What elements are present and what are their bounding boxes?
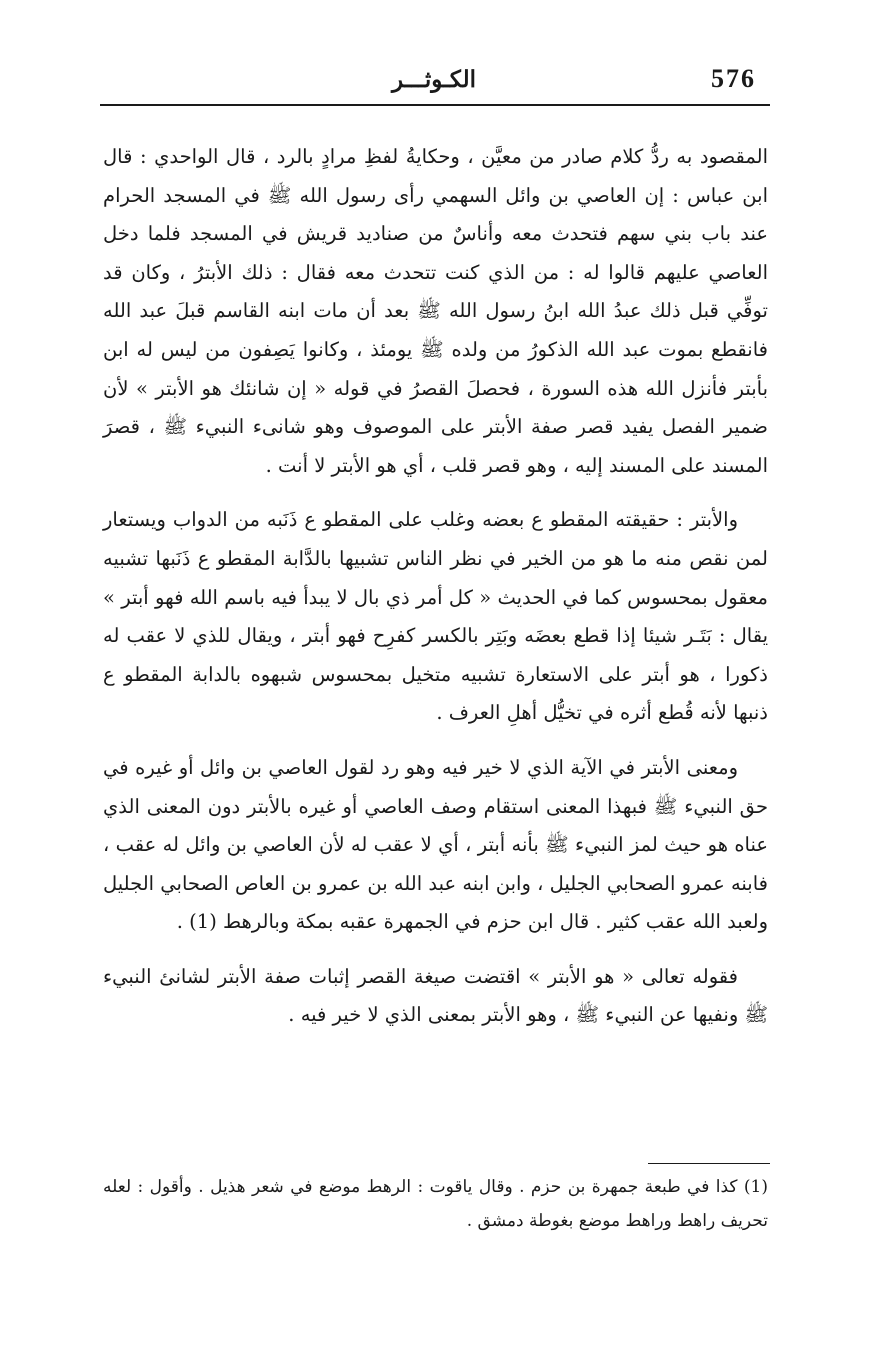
paragraph-2: والأبتر : حقيقته المقطو ع بعضه وغلب على المقطو ع ذَنَبه من الدواب ويستعار لمن نقص منه ما هو من الخير في نظر الناس تشبيها بالدَّابة المقطو ع ذَنَبها تشبيه معقول بمحسوس كما في الحديث « كل أمر ذي بال لا يبدأ فيه باسم الله فهو أبتر » يقال : بَتَـر شيئا إذا قطع بعضَه وبَتِر بالكسر كفرِح فهو أبتر ، ويقال للذي لا عقب له ذكورا ، هو أبتر على الاستعارة تشبيه متخيل بمحسوس شبهوه بالدابة المقطو ع ذنبها لأنه قُطع أثره في تخيُّل أهلِ العرف .: [103, 508, 768, 725]
running-title: الكـوثـــر: [391, 66, 477, 93]
footnote-text: (1) كذا في طبعة جمهرة بن حزم . وقال ياقوت : الرهط موضع في شعر هذيل . وأقول : لعله تحريف راهط وراهط موضع بغوطة دمشق .: [103, 1177, 768, 1231]
page-header: [100, 60, 768, 104]
main-text: [103, 138, 768, 1035]
paragraph-3: ومعنى الأبتر في الآية الذي لا خير فيه وهو رد لقول العاصي بن وائل أو غيره في حق النبيء ﷺ فبهذا المعنى استقام وصف العاصي أو غيره بالأبتر دون المعنى الذي عناه هو حيث لمز النبيء ﷺ بأنه أبتر ، أي لا عقب له لأن العاصي بن وائل له عقب ، فابنه عمرو الصحابي الجليل ، وابن ابنه عبد الله بن عمرو بن العاص الصحابي الجليل ولعبد الله عقب كثير . قال ابن حزم في الجمهرة عقبه بمكة وبالرهط (1) .: [103, 755, 768, 934]
paragraph-1: المقصود به ردُّ كلام صادر من معيَّن ، وحكايةُ لفظِ مرادٍ بالرد ، قال الواحدي : قال ابن عباس : إن العاصي بن وائل السهمي رأى رسول الله ﷺ في المسجد الحرام عند باب بني سهم فتحدث معه وأناسٌ من صناديد قريش في المسجد فلما دخل العاصي عليهم قالوا له : من الذي كنت تتحدث معه فقال : ذلك الأبترُ ، وكان قد توفِّي قبل ذلك عبدُ الله ابنُ رسول الله ﷺ بعد أن مات ابنه القاسم قبلَ عبد الله فانقطع بموت عبد الله الذكورُ من ولده ﷺ يومئذ ، وكانوا يَصِفون من ليس له ابن بأبتر فأنزل الله هذه السورة ، فحصلَ القصرُ في قوله « إن شانئك هو الأبتر » لأن ضمير الفصل يفيد قصر صفة الأبتر على الموصوف وهو شانىء النبيء ﷺ ، قصرَ المسند على المسند إليه ، وهو قصر قلب ، أي هو الأبتر لا أنت .: [103, 145, 768, 477]
page-number: 576: [711, 64, 756, 93]
footnote: [103, 1170, 768, 1238]
footnote-divider: [648, 1163, 770, 1164]
header-divider: [100, 104, 770, 106]
paragraph-4: فقوله تعالى « هو الأبتر » اقتضت صيغة القصر إثبات صفة الأبتر لشانئ النبيء ﷺ ونفيها عن النبيء ﷺ ، وهو الأبتر بمعنى الذي لا خير فيه .: [103, 964, 768, 1027]
